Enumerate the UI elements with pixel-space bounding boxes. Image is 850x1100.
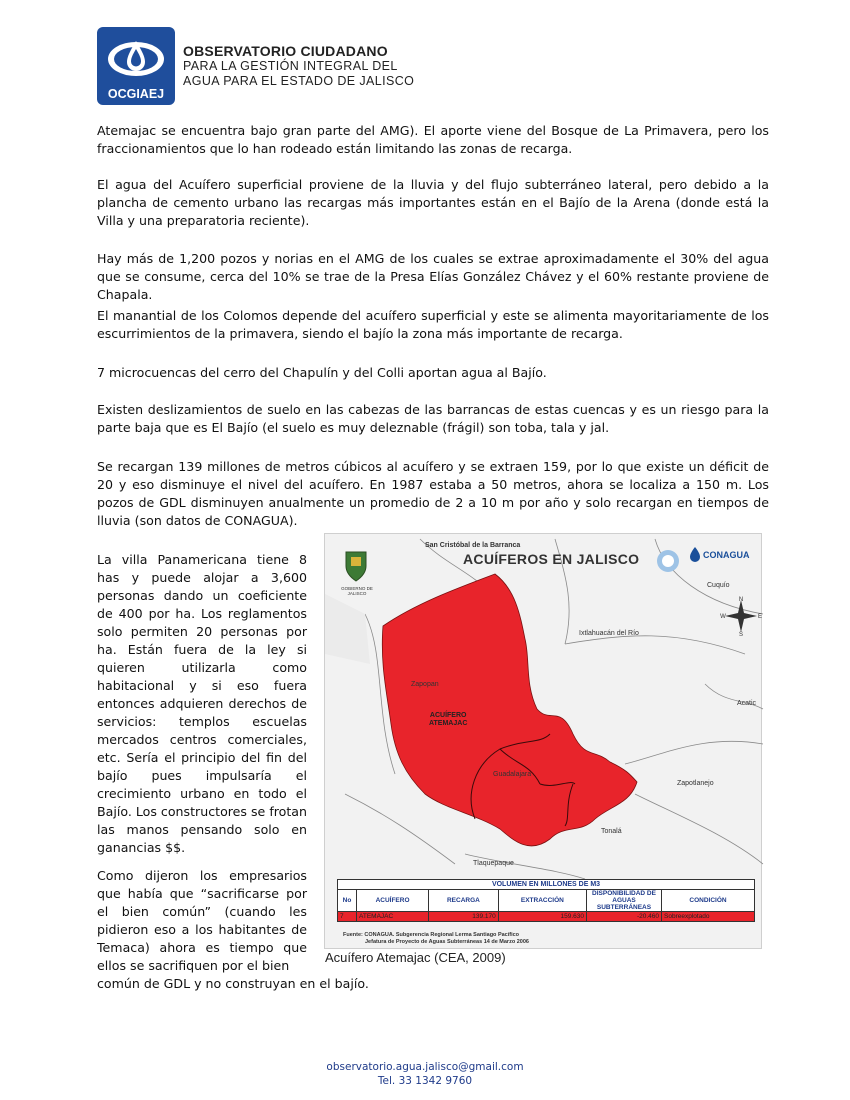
header-text [183,44,414,89]
place-acatic: Acatic [737,700,757,707]
col-no: No [338,890,357,912]
logo-wordmark: OCGIAEJ [107,87,165,101]
cell-recarga: 139.170 [429,912,499,922]
place-cuquio: Cuquío [707,582,730,589]
place-zapotlanejo: Zapotlanejo [677,780,714,787]
col-extraccion: EXTRACCIÓN [498,890,586,912]
jalisco-seal-icon [343,550,369,584]
volume-table [337,879,755,922]
conagua-label: CONAGUA [703,550,750,560]
place-tlaquepaque: Tlaquepaque [473,860,514,867]
col-condicion: CONDICIÓN [662,890,755,912]
paragraph: 7 microcuencas del cerro del Chapulín y del Colli aportan agua al Bajío. [97,365,547,380]
cell-disponibilidad: -20.460 [587,912,662,922]
map-source [343,932,529,946]
table-row [338,912,755,922]
col-recarga: RECARGA [429,890,499,912]
footer-phone: Tel. 33 1342 9760 [377,1075,473,1087]
header-title: OBSERVATORIO CIUDADANO [183,43,388,59]
aquifer-label-1: ACUÍFERO [429,712,467,719]
paragraph: Atemajac se encuentra bajo gran parte del AMG). El aporte viene del Bosque de La Primavera, pero los fraccionamientos que lo han rodeado están limitando las zonas de recarga. [97,123,769,156]
paragraph: Se recargan 139 millones de metros cúbicos al acuífero y se extraen 159, por lo que existe un déficit de 20 y eso disminuye el nivel del acuífero. En 1987 estaba a 50 metros, ahora se localiza a 150 m. Los pozos de GDL disminuyen anualmente un promedio de 2 a 10 m por año y solo recargan en tiempos de lluvia (son datos de CONAGUA). [97,459,769,528]
compass-s: S [738,632,744,638]
aquifer-label-2: ATEMAJAC [429,720,468,727]
map-source-1: Fuente: CONAGUA. Subgerencia Regional Lerma Santiago Pacífico [343,932,520,938]
place-zapopan: Zapopan [411,681,439,688]
compass-w: W [720,614,726,620]
header-line-2: AGUA PARA EL ESTADO DE JALISCO [183,74,415,88]
side-paragraph: La villa Panamericana tiene 8 has y puede alojar a 3,600 personas dando un coeficiente de 400 por ha. Los reglamentos solo permiten 20 personas por ha. Están fuera de la ley si quieren utilizarla como habitacional y si eso fuera entonces adquieren derechos de servicios: templos escuelas mercados centros comerciales, etc. Sería el principio del fin del bajío pues impulsaría el crecimiento urbano en todo el Bajío. Los constructores se frotan las manos pensando solo en ganancias $$. [97,552,307,855]
cell-acuifero: ATEMAJAC [357,912,429,922]
footer-email[interactable]: observatorio.agua.jalisco@gmail.com [326,1061,524,1073]
col-acuifero: ACUÍFERO [357,890,429,912]
volume-table-title: VOLUMEN EN MILLONES DE M3 [338,880,755,890]
header-line-1: PARA LA GESTIÓN INTEGRAL DEL [183,59,398,73]
cell-no: 7 [338,912,357,922]
compass-icon [721,596,761,636]
map-place-top: San Cristóbal de la Barranca [425,542,521,549]
aquifer-label [429,712,467,728]
place-tonala: Tonalá [601,828,622,835]
aquifer-area [382,574,637,846]
gob-label: GOBIERNO DE JALISCO [341,586,373,596]
aquifer-map-figure [324,533,762,969]
map-image [324,533,762,949]
place-ixtlahuacan: Ixtlahuacán del Río [579,630,639,637]
map-title: ACUÍFEROS EN JALISCO [463,551,640,567]
place-guadalajara: Guadalajara [493,771,532,778]
conagua-logo-icon [687,546,703,562]
cell-condicion: Sobreexplotado [662,912,755,922]
side-paragraph-end: común de GDL y no construyan en el bajío. [97,976,369,991]
paragraph: El manantial de los Colomos depende del acuífero superficial y este se alimenta mayoritariamente de los escurrimientos de la primavera, siendo el bajío la zona más importante de recarga. [97,308,769,341]
ocgiaej-logo-icon [97,27,175,105]
col-disponibilidad: DISPONIBILIDAD DE AGUAS SUBTERRÁNEAS [587,890,662,912]
side-paragraph: Como dijeron los empresarios que había que “sacrificarse por el bien común” (cuando les pidieron eso a los habitantes de Temaca) ahora es tiempo que ellos se sacrifiquen por el bien [97,868,307,973]
paragraph: Existen deslizamientos de suelo en las cabezas de las barrancas de estas cuencas y es un riesgo para la parte baja que es El Bajío (el suelo es muy deleznable (frágil) son toba, tala y jal. [97,402,769,435]
cell-extraccion: 159.630 [498,912,586,922]
paragraph: El agua del Acuífero superficial proviene de la lluvia y del flujo subterráneo lateral, pero debido a la plancha de cemento urbano las recargas más importantes están en el Bajío de la Arena (donde está la Villa y una preparatoria reciente). [97,177,769,228]
compass-e: E [757,614,763,620]
map-source-2: Jefatura de Proyecto de Aguas Subterráneas 14 de Marzo 2006 [365,939,529,945]
compass-n: N [738,597,744,603]
figure-caption: Acuífero Atemajac (CEA, 2009) [325,950,506,965]
paragraph: Hay más de 1,200 pozos y norias en el AMG de los cuales se extrae aproximadamente el 30% del agua que se consume, cerca del 10% se trae de la Presa Elías González Chávez y el 60% restante proviene de Chapala. [97,251,769,302]
cea-logo-icon [655,548,681,574]
